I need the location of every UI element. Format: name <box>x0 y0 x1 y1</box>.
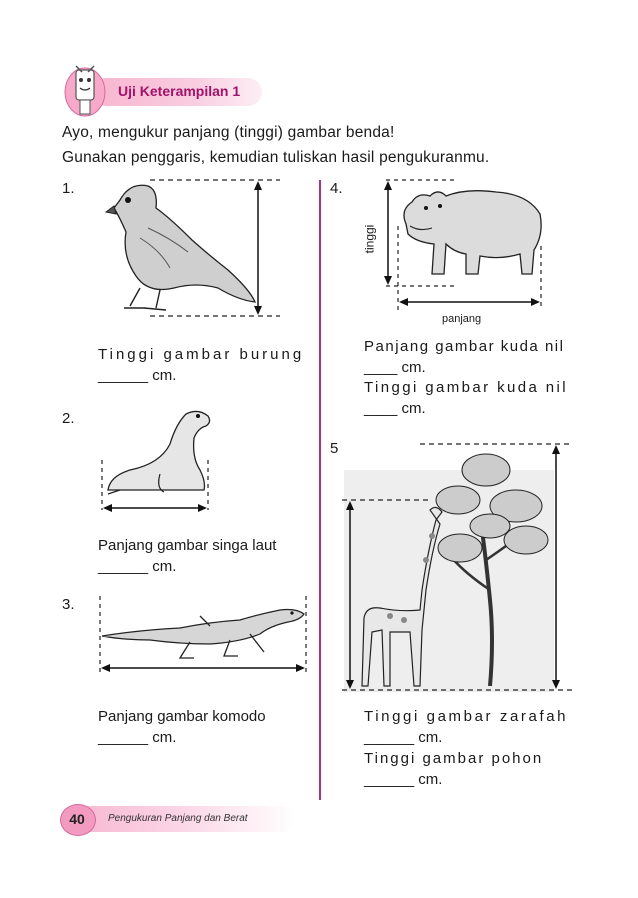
q2-answer-blank[interactable]: ______ cm. <box>98 558 177 575</box>
q4-question-2: Tinggi gambar kuda nil <box>364 379 568 396</box>
hippo-length-label: panjang <box>442 313 482 325</box>
bird-icon <box>100 178 260 318</box>
q5-question-1: Tinggi gambar zarafah <box>364 708 569 725</box>
q4-number: 4. <box>330 180 343 197</box>
intro-line-1: Ayo, mengukur panjang (tinggi) gambar benda! <box>62 124 395 141</box>
q3-answer-blank[interactable]: ______ cm. <box>98 729 177 746</box>
hippo-height-label: tinggi <box>362 224 377 254</box>
q1-answer-blank[interactable]: ______ cm. <box>98 367 177 384</box>
q3-question: Panjang gambar komodo <box>98 708 266 725</box>
q5-question-2-text: Tinggi gambar pohon <box>364 750 544 767</box>
sealion-measure-lines <box>100 460 212 516</box>
q4-question-1: Panjang gambar kuda nil <box>364 338 565 355</box>
q5-answer-1[interactable]: ______ cm. <box>364 729 443 746</box>
column-divider <box>319 180 321 800</box>
q3-number: 3. <box>62 596 75 613</box>
q4-answer-1[interactable]: ____ cm. <box>364 359 426 376</box>
q4-answer-2[interactable]: ____ cm. <box>364 400 426 417</box>
q2-number: 2. <box>62 410 75 427</box>
q2-question: Panjang gambar singa laut <box>98 537 277 554</box>
komodo-icon <box>100 600 306 662</box>
intro-line-2: Gunakan penggaris, kemudian tuliskan hasil pengukuranmu. <box>62 149 490 166</box>
q1-number: 1. <box>62 180 75 197</box>
mascot-icon <box>62 60 108 120</box>
q5-answer-2[interactable]: ______ cm. <box>364 771 443 788</box>
hippo-icon <box>396 184 546 280</box>
q1-question: Tinggi gambar burung <box>98 346 305 363</box>
page-number: 40 <box>69 811 85 827</box>
footer-title: Pengukuran Panjang dan Berat <box>108 813 248 824</box>
q5-question-2 <box>364 748 576 769</box>
q5-number: 5 <box>330 440 339 457</box>
page-title: Uji Keterampilan 1 <box>118 83 241 99</box>
giraffe-tree-scene <box>340 440 576 696</box>
